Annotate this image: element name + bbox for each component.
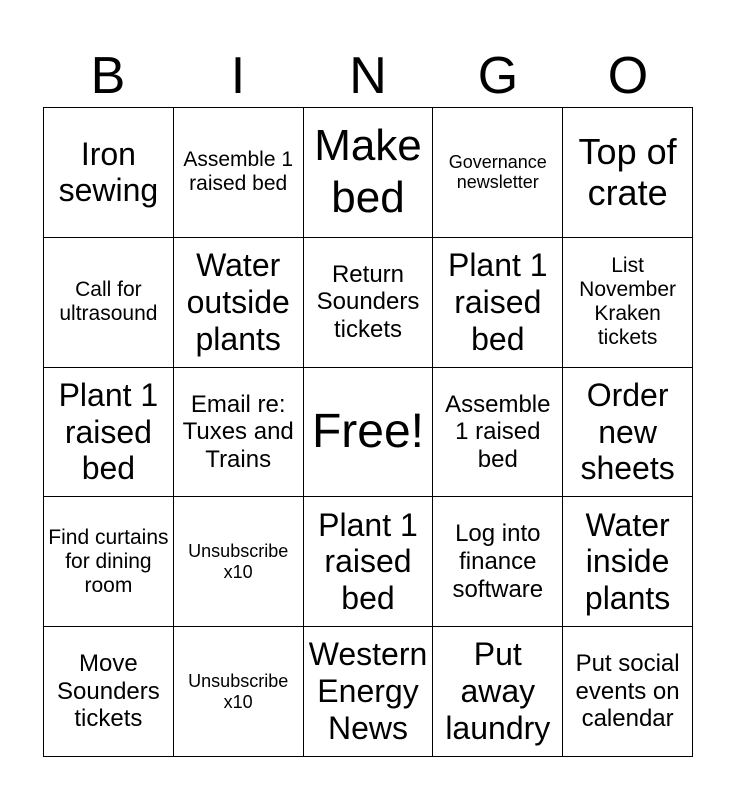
bingo-cell[interactable]: Log into finance software	[433, 497, 563, 627]
header-letter-b: B	[90, 47, 126, 105]
bingo-cell[interactable]: Make bed	[304, 108, 434, 238]
header-letter-g: G	[477, 47, 519, 105]
bingo-cell[interactable]: Move Sounders tickets	[44, 627, 174, 757]
bingo-cell[interactable]: Call for ultrasound	[44, 238, 174, 368]
bingo-grid	[43, 107, 693, 757]
header-letter-n: N	[349, 47, 387, 105]
bingo-cell[interactable]: Assemble 1 raised bed	[433, 368, 563, 498]
bingo-cell[interactable]: Assemble 1 raised bed	[174, 108, 304, 238]
bingo-cell[interactable]: Unsubscribe x10	[174, 627, 304, 757]
bingo-cell[interactable]: Iron sewing	[44, 108, 174, 238]
bingo-cell[interactable]: Water inside plants	[563, 497, 693, 627]
bingo-cell[interactable]: Email re: Tuxes and Trains	[174, 368, 304, 498]
bingo-cell[interactable]: List November Kraken tickets	[563, 238, 693, 368]
bingo-cell[interactable]: Top of crate	[563, 108, 693, 238]
bingo-cell[interactable]: Return Sounders tickets	[304, 238, 434, 368]
bingo-cell[interactable]: Find curtains for dining room	[44, 497, 174, 627]
bingo-header	[43, 46, 693, 106]
bingo-cell[interactable]: Put away laundry	[433, 627, 563, 757]
bingo-cell[interactable]: Plant 1 raised bed	[44, 368, 174, 498]
bingo-cell[interactable]: Plant 1 raised bed	[433, 238, 563, 368]
header-letter-o: O	[607, 47, 649, 105]
bingo-cell[interactable]: Plant 1 raised bed	[304, 497, 434, 627]
header-letter-i: I	[230, 47, 246, 105]
bingo-cell[interactable]: Governance newsletter	[433, 108, 563, 238]
bingo-cell[interactable]: Unsubscribe x10	[174, 497, 304, 627]
free-space-cell[interactable]: Free!	[304, 368, 434, 498]
bingo-cell[interactable]: Put social events on calendar	[563, 627, 693, 757]
bingo-cell[interactable]: Order new sheets	[563, 368, 693, 498]
bingo-cell[interactable]: Water outside plants	[174, 238, 304, 368]
bingo-cell[interactable]: Western Energy News	[304, 627, 434, 757]
